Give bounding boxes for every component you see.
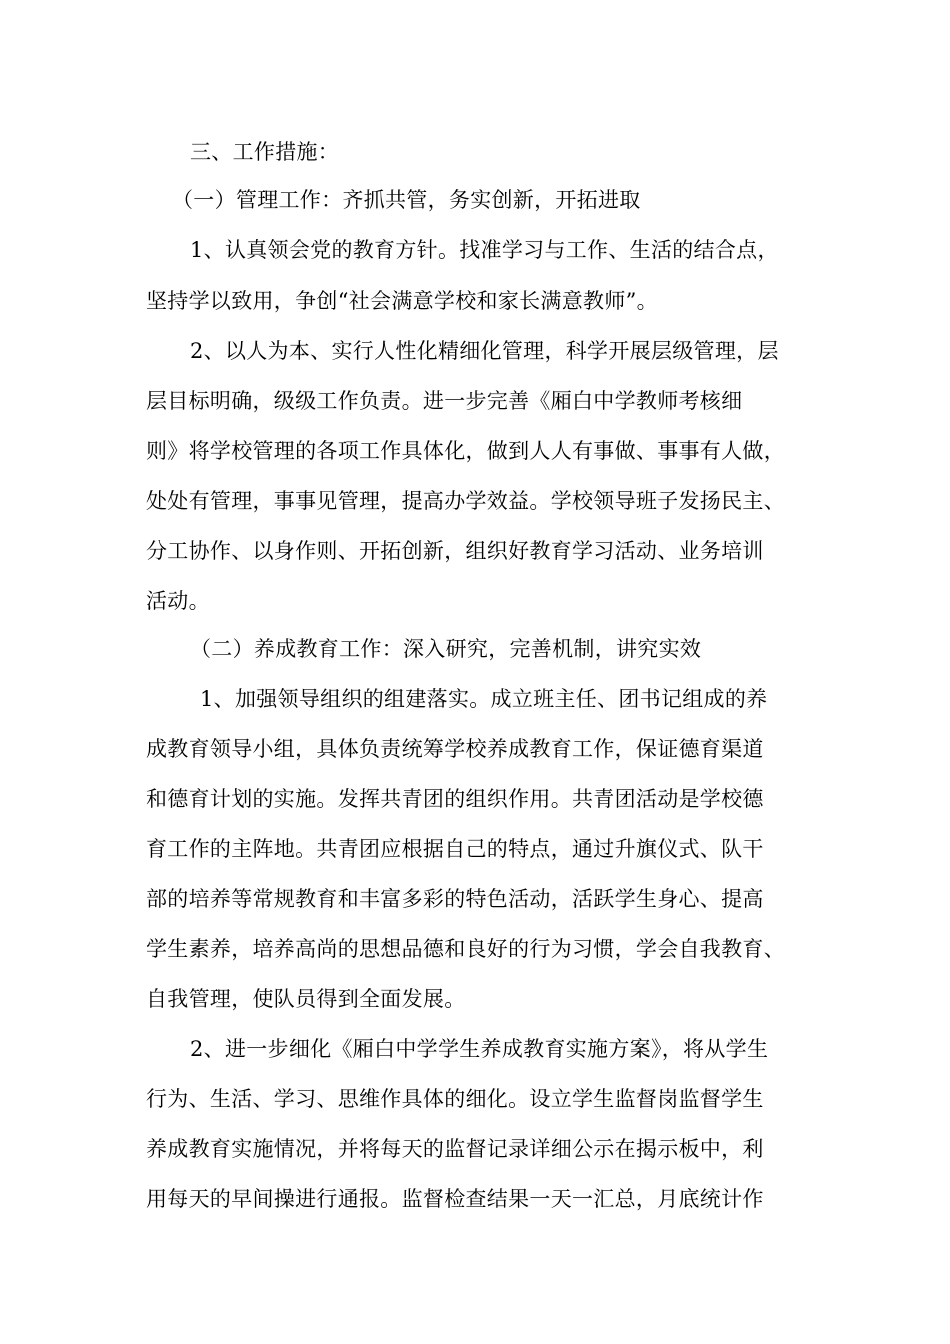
paragraph-line: 养成教育实施情况，并将每天的监督记录详细公示在揭示板中，利 [146,1137,764,1161]
paragraph-line: 处处有管理，事事见管理，提高办学效益。学校领导班子发扬民主、 [146,489,785,513]
paragraph-line: 则》将学校管理的各项工作具体化，做到人人有事做、事事有人做， [146,439,785,463]
paragraph-line: 2、以人为本、实行人性化精细化管理，科学开展层级管理，层 [190,339,779,363]
paragraph-line: 自我管理，使队员得到全面发展。 [146,987,466,1011]
paragraph-line: 用每天的早间操进行通报。监督检查结果一天一汇总，月底统计作 [146,1187,764,1211]
paragraph-line: 成教育领导小组，具体负责统筹学校养成教育工作，保证德育渠道 [146,737,764,761]
subsection-heading: （二）养成教育工作：深入研究，完善机制，讲究实效 [190,637,702,661]
paragraph-line: 育工作的主阵地。共青团应根据自己的特点，通过升旗仪式、队干 [146,837,764,861]
paragraph-line: 分工协作、以身作则、开拓创新，组织好教育学习活动、业务培训 [146,539,764,563]
paragraph-line: 1、加强领导组织的组建落实。成立班主任、团书记组成的养 [200,687,768,711]
paragraph-line: 2、进一步细化《厢白中学学生养成教育实施方案》，将从学生 [190,1037,769,1061]
paragraph-line: 和德育计划的实施。发挥共青团的组织作用。共青团活动是学校德 [146,787,764,811]
paragraph-line: 层目标明确，级级工作负责。进一步完善《厢白中学教师考核细 [146,389,743,413]
paragraph-line: 坚持学以致用，争创“社会满意学校和家长满意教师”。 [146,289,658,313]
paragraph-line: 活动。 [146,589,210,613]
section-heading: 三、工作措施： [190,140,340,164]
paragraph-line: 学生素养，培养高尚的思想品德和良好的行为习惯，学会自我教育、 [146,937,785,961]
subsection-heading: （一）管理工作：齐抓共管，务实创新，开拓进取 [172,188,641,212]
paragraph-line: 部的培养等常规教育和丰富多彩的特色活动，活跃学生身心、提高 [146,887,764,911]
paragraph-line: 1、认真领会党的教育方针。找准学习与工作、生活的结合点， [190,238,779,262]
paragraph-line: 行为、生活、学习、思维作具体的细化。设立学生监督岗监督学生 [146,1087,764,1111]
